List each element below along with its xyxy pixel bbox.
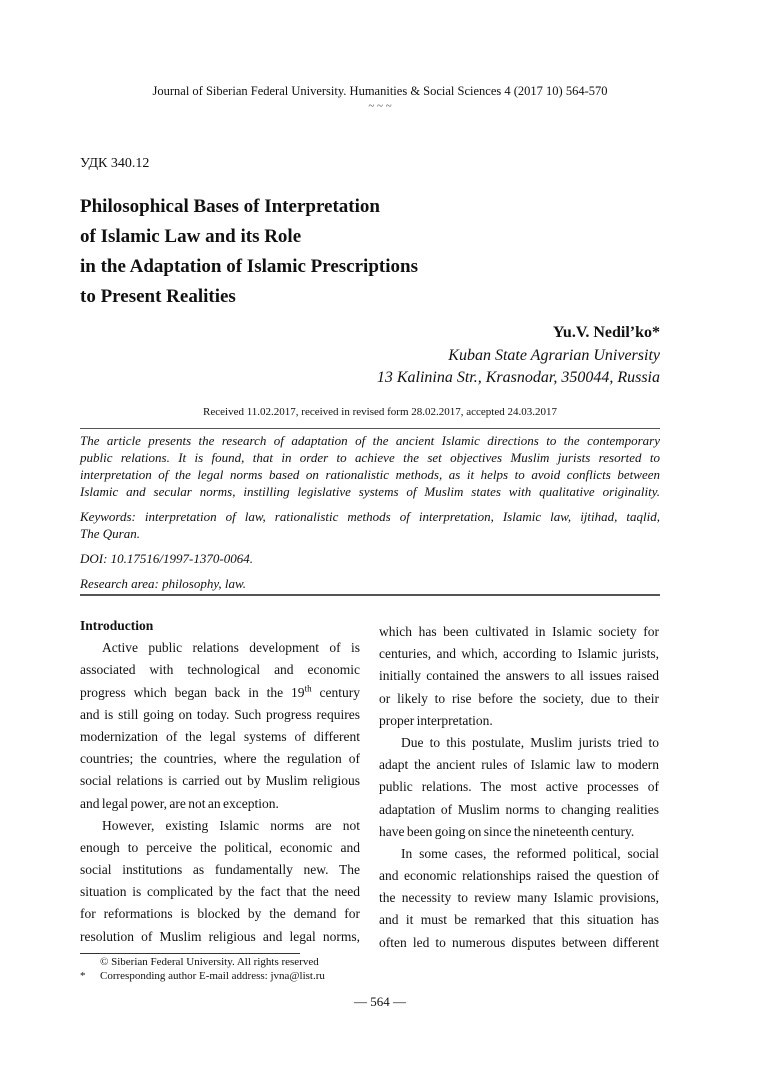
doi: DOI: 10.17516/1997-1370-0064.	[80, 551, 253, 566]
footnote-copyright	[80, 956, 319, 969]
body-line: which has been cultivated in Islamic society for	[379, 624, 659, 639]
body-line: and it must be remarked that this situation has	[379, 912, 659, 928]
section-heading: Introduction	[80, 618, 154, 633]
body-line: the necessity to review many Islamic provisions,	[379, 890, 659, 906]
body-line: centuries, and which, according to Islamic jurists,	[379, 646, 659, 662]
body-line: and economic relationships raised the question of	[379, 868, 659, 884]
body-line: In some cases, the reformed political, social	[401, 845, 659, 861]
footnote-marker: *	[80, 970, 86, 982]
body-line: for reformations is blocked by the demand for	[80, 906, 360, 922]
body-line: public relations. The most active processes of	[379, 779, 659, 795]
body-line: social relations is carried out by Muslim religious	[80, 773, 360, 789]
copyright-text: © Siberian Federal University. All rights reserved	[100, 956, 319, 968]
author-address: 13 Kalinina Str., Krasnodar, 350044, Russia	[376, 369, 660, 386]
footnote-corresponding	[80, 970, 325, 983]
author-name: Yu.V. Nedil’ko*	[552, 324, 660, 341]
keywords	[80, 508, 660, 542]
body-line: Active public relations development of is	[102, 640, 360, 656]
superscript: th	[304, 683, 312, 694]
body-line: or likely to rise before the society, due to their	[379, 690, 659, 706]
body-line: and legal power, are not an exception.	[80, 795, 279, 811]
author-affiliation: Kuban State Agrarian University	[448, 346, 660, 364]
abstract-line: Islamic and secular norms, instilling legislative systems of Muslim states with qualitative originality.	[80, 484, 660, 499]
keywords-line: The Quran.	[80, 526, 140, 541]
body-line	[80, 682, 360, 704]
body-line: adaptation of Muslim norms to changing realities	[379, 801, 659, 817]
abstract-block	[80, 432, 660, 600]
body-line: initially contained the answers to all issues raised	[379, 668, 659, 684]
corresponding-text: Corresponding author E-mail address: jvna@list.ru	[100, 970, 325, 982]
article-title	[80, 192, 418, 312]
received-dates: Received 11.02.2017, received in revised form 28.02.2017, accepted 24.03.2017	[203, 406, 557, 418]
body-line: often led to numerous disputes between different	[379, 934, 659, 950]
body-line: associated with technological and economic	[80, 662, 360, 678]
body-line: Due to this postulate, Muslim jurists tried to	[401, 734, 659, 750]
divider	[80, 594, 660, 596]
body-line: and is still going on today. Such progress requires	[80, 706, 360, 722]
page-number: — 564 —	[354, 994, 406, 1009]
body-line-part: century	[311, 684, 360, 700]
body-line: However, existing Islamic norms are not	[102, 817, 360, 833]
abstract-line: public relations. It is found, that in order to achieve the set objectives Muslim jurists resorted to	[80, 450, 660, 465]
body-line: proper interpretation.	[379, 712, 493, 728]
body-line-part: progress which began back in the 19	[80, 684, 305, 700]
abstract	[80, 432, 660, 500]
title-line: of Islamic Law and its Role	[80, 226, 302, 247]
body-line: situation is complicated by the fact that the need	[80, 884, 360, 900]
body-column-left	[80, 615, 360, 948]
research-area: Research area: philosophy, law.	[80, 576, 246, 591]
abstract-line: The article presents the research of adaptation of the ancient Islamic directions to the contemporary	[80, 433, 660, 448]
author-block	[377, 322, 660, 390]
journal-header: Journal of Siberian Federal University. Humanities & Social Sciences 4 (2017 10) 564-570	[152, 84, 608, 98]
keywords-line: Keywords: interpretation of law, rationalistic methods of interpretation, Islamic law, ijtihad, taqlid,	[80, 509, 660, 524]
header-ornament: ~ ~ ~	[368, 100, 392, 112]
body-line: resolution of Muslim religious and legal norms,	[80, 928, 360, 944]
body-line: countries; the countries, where the regulation of	[80, 751, 360, 767]
body-line: social institutions as fundamentally new. The	[80, 862, 360, 878]
body-column-right	[379, 621, 659, 954]
udk-code: УДК 340.12	[80, 156, 150, 171]
divider	[80, 428, 660, 429]
body-line: adapt the ancient rules of Islamic law to modern	[379, 757, 659, 773]
abstract-line: interpretation of the legal norms based on rationalistic methods, as it helps to avoid conflicts between	[80, 467, 660, 482]
title-line: Philosophical Bases of Interpretation	[80, 196, 380, 217]
footnote-divider	[80, 953, 300, 954]
title-line: in the Adaptation of Islamic Prescriptions	[80, 256, 418, 277]
body-line: modernization of the legal systems of different	[80, 728, 360, 744]
body-line: enough to perceive the political, economic and	[80, 839, 360, 855]
title-line: to Present Realities	[80, 286, 236, 307]
body-line: have been going on since the nineteenth century.	[379, 823, 635, 839]
